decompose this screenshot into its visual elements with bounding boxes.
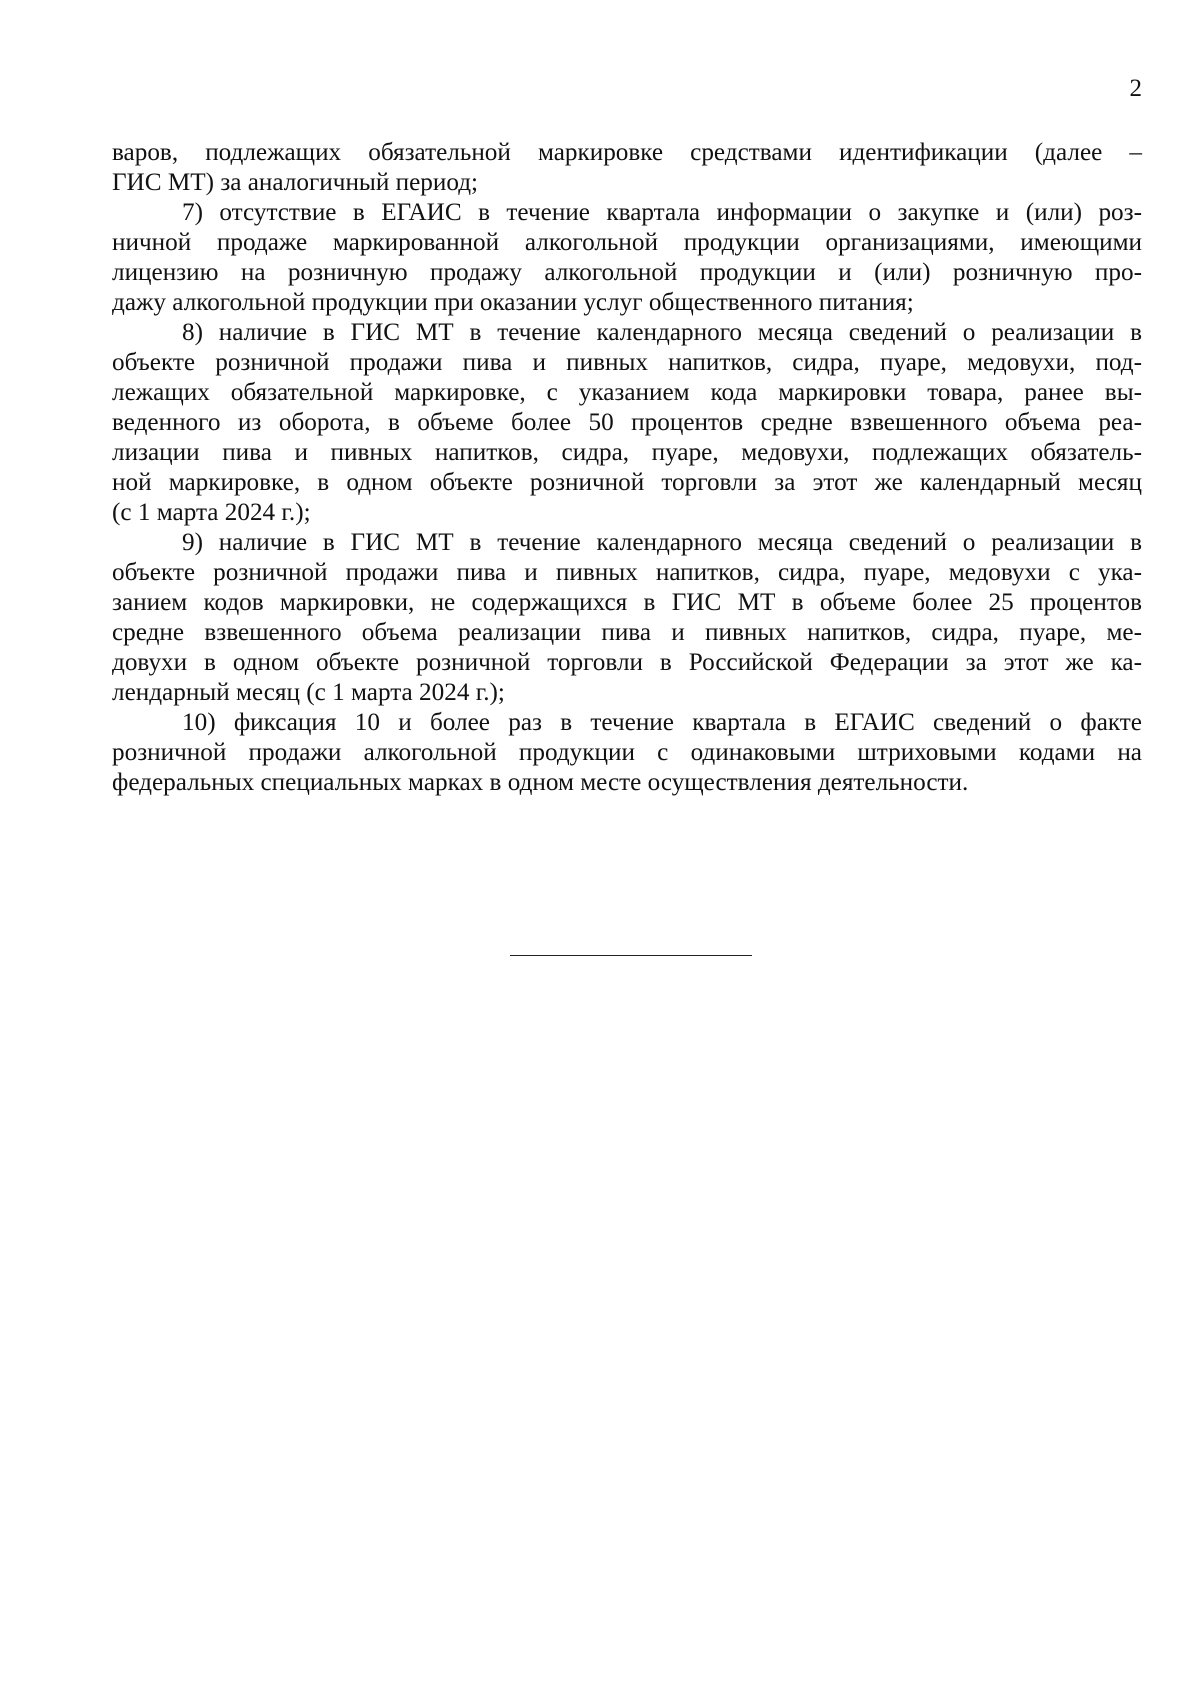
text-line: ничной продаже маркированной алкогольной продукции организациями, имеющими xyxy=(112,229,1142,256)
text-line: ГИС МТ) за аналогичный период; xyxy=(112,169,479,196)
page-number: 2 xyxy=(1129,75,1142,102)
text-line: объекте розничной продажи пива и пивных напитков, сидра, пуаре, медовухи, под- xyxy=(112,349,1142,376)
list-item-8-line: 8) наличие в ГИС МТ в течение календарного месяца сведений о реализации в xyxy=(182,319,1142,346)
text-line: средне взвешенного объема реализации пива и пивных напитков, сидра, пуаре, ме- xyxy=(112,619,1142,646)
text-line: лежащих обязательной маркировке, с указанием кода маркировки товара, ранее вы- xyxy=(112,379,1142,406)
text-line: занием кодов маркировки, не содержащихся в ГИС МТ в объеме более 25 процентов xyxy=(112,589,1142,616)
text-line: (с 1 марта 2024 г.); xyxy=(112,499,311,526)
text-line: лизации пива и пивных напитков, сидра, пуаре, медовухи, подлежащих обязатель- xyxy=(112,439,1142,466)
text-line: лендарный месяц (с 1 марта 2024 г.); xyxy=(112,679,505,706)
text-line: объекте розничной продажи пива и пивных напитков, сидра, пуаре, медовухи с ука- xyxy=(112,559,1142,586)
text-line: лицензию на розничную продажу алкогольной продукции и (или) розничную про- xyxy=(112,259,1142,286)
end-separator-line xyxy=(510,955,752,956)
text-line: веденного из оборота, в объеме более 50 процентов средне взвешенного объема реа- xyxy=(112,409,1142,436)
list-item-9-line: 9) наличие в ГИС МТ в течение календарного месяца сведений о реализации в xyxy=(182,529,1142,556)
document-body xyxy=(112,138,1142,798)
list-item-7-line: 7) отсутствие в ЕГАИС в течение квартала информации о закупке и (или) роз- xyxy=(182,199,1142,226)
list-item-10-line: 10) фиксация 10 и более раз в течение квартала в ЕГАИС сведений о факте xyxy=(182,709,1142,736)
text-line: варов, подлежащих обязательной маркировке средствами идентификации (далее – xyxy=(112,139,1142,166)
text-line: ной маркировке, в одном объекте розничной торговли за этот же календарный месяц xyxy=(112,469,1142,496)
text-line: федеральных специальных марках в одном месте осуществления деятельности. xyxy=(112,769,969,796)
text-line: розничной продажи алкогольной продукции с одинаковыми штриховыми кодами на xyxy=(112,739,1142,766)
text-line: довухи в одном объекте розничной торговли в Российской Федерации за этот же ка- xyxy=(112,649,1142,676)
text-line: дажу алкогольной продукции при оказании услуг общественного питания; xyxy=(112,289,914,316)
